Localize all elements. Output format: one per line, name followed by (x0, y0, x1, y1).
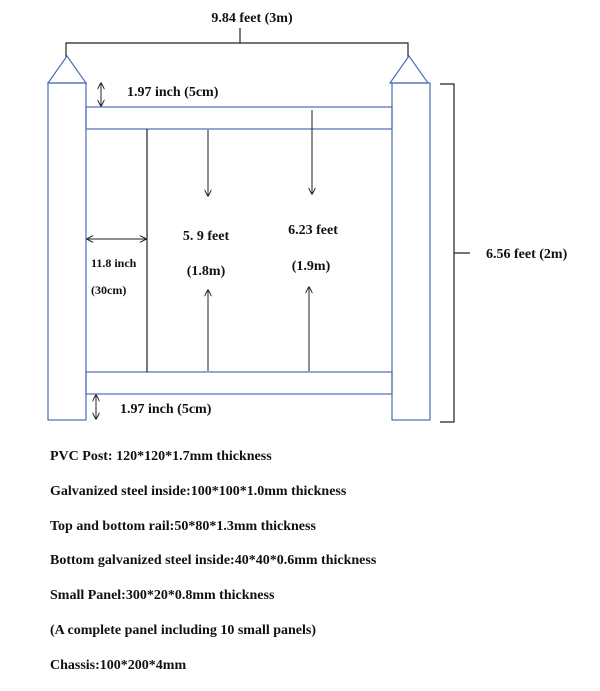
spec-galvanized-steel: Galvanized steel inside:100*100*1.0mm thickness (50, 483, 347, 499)
spec-chassis: Chassis:100*200*4mm (50, 657, 187, 673)
panel-width-label-2: (30cm) (91, 283, 127, 297)
outer-height-label-1: 6.23 feet (288, 223, 338, 238)
spec-bottom-steel: Bottom galvanized steel inside:40*40*0.6mm thickness (50, 553, 377, 569)
left-post (48, 83, 86, 420)
inner-height-label-1: 5. 9 feet (182, 229, 230, 244)
height-brace (440, 84, 470, 422)
spec-rail: Top and bottom rail:50*80*1.3mm thickness (50, 518, 316, 534)
spec-small-panel: Small Panel:300*20*0.8mm thickness (50, 588, 275, 604)
outer-height-label-2: (1.9m) (291, 259, 331, 274)
spec-panel-note: (A complete panel including 10 small panels) (50, 622, 317, 638)
width-brace (66, 28, 408, 57)
right-post-cap (390, 56, 428, 83)
spec-list (50, 447, 376, 691)
panel-width-label-1: 11.8 inch (91, 256, 137, 270)
width-label: 9.84 feet (3m) (211, 11, 293, 26)
top-gap-label: 1.97 inch (5cm) (127, 85, 219, 100)
inner-height-label-2: (1.8m) (186, 264, 226, 279)
height-label: 6.56 feet (2m) (486, 247, 568, 262)
top-rail (86, 107, 392, 129)
bottom-gap-label: 1.97 inch (5cm) (120, 402, 212, 417)
left-post-cap (48, 56, 86, 83)
bottom-rail (86, 372, 392, 394)
spec-pvc-post: PVC Post: 120*120*1.7mm thickness (50, 449, 272, 464)
right-post (392, 83, 430, 420)
